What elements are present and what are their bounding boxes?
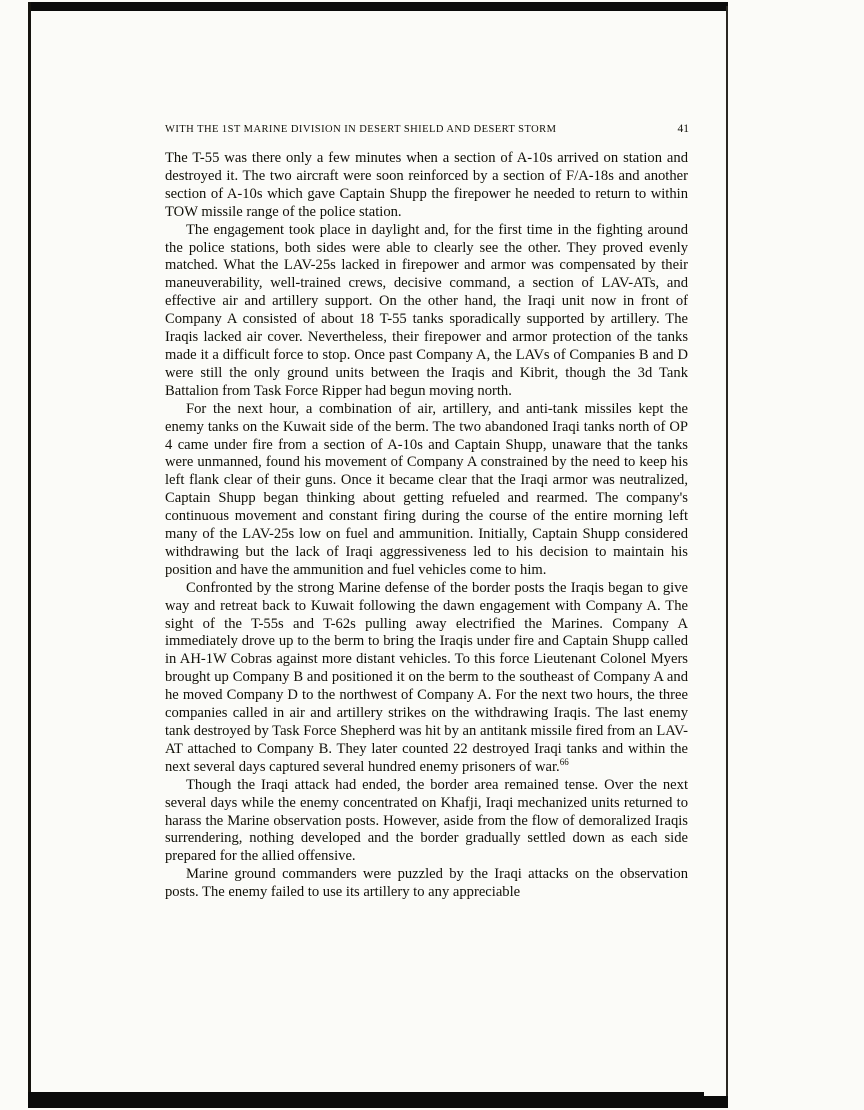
paragraph: Marine ground commanders were puzzled by the Iraqi attacks on the observation posts. The enemy failed to use its artillery to any appreciable (165, 866, 688, 901)
paragraph: The T-55 was there only a few minutes when a section of A-10s arrived on station and destroyed it. The two aircraft were soon reinforced by a section of F/A-18s and another section of A-10s which gave Captain Shupp the firepower he needed to return to within TOW missile range of the police station. (165, 150, 688, 220)
paragraph: Though the Iraqi attack had ended, the border area remained tense. Over the next several days while the enemy concentrated on Khafji, Iraqi mechanized units returned to harass the Marine observation posts. However, aside from the flow of demoralized Iraqis surrendering, nothing developed and the border gradually settled down as each side prepared for the allied offensive. (165, 776, 688, 865)
paragraph: Confronted by the strong Marine defense of the border posts the Iraqis began to give way and retreat back to Kuwait following the dawn engagement with Company A. The sight of the T-55s and T-62s pulling away electrified the Marines. Company A immediately drove up to the berm to bring the Iraqis under fire and Captain Shupp called in AH-1W Cobras against more distant vehicles. To this force Lieutenant Colonel Myers brought up Company B and positioned it on the berm to the southeast of Company A and he moved Company D to the northwest of Company A. For the next two hours, the three companies called in air and artillery strikes on the withdrawing Iraqis. The last enemy tank destroyed by Task Force Shepherd was hit by an antitank missile fired from an LAV-AT attached to Company B. They later counted 22 destroyed Iraqi tanks and within the next several days captured several hundred enemy prisoners of war.$^{66}$ (165, 579, 688, 775)
scan-border-bottom (28, 1092, 704, 1108)
page-number: 41 (677, 123, 689, 135)
paragraph: The engagement took place in daylight and, for the first time in the fighting around the police stations, both sides were able to clearly see the other. They proved evenly matched. What the LAV-25s lacked in firepower and armor was compensated by their maneuverability, well-trained crews, decisive command, a section of LAV-ATs, and effective air and artillery support. On the other hand, the Iraqi unit now in front of Company A consisted of about 18 T-55 tanks sporadically supported by artillery. The Iraqis lacked air cover. Nevertheless, their firepower and armor protection of the tanks made it a difficult force to stop. Once past Company A, the LAVs of Companies B and D were still the only ground units between the Iraqis and Kibrit, though the 3d Tank Battalion from Task Force Ripper had begun moving north. (165, 221, 688, 399)
scan-border-left (28, 2, 31, 1106)
body-text (165, 150, 688, 902)
running-header-title: WITH THE 1ST MARINE DIVISION IN DESERT SHIELD AND DESERT STORM (165, 124, 557, 135)
scan-border-top (28, 2, 728, 11)
scan-border-right (726, 6, 728, 1096)
paragraph: For the next hour, a combination of air, artillery, and anti-tank missiles kept the enemy tanks on the Kuwait side of the berm. The two abandoned Iraqi tanks north of OP 4 came under fire from a section of A-10s and Captain Shupp, unaware that the tanks were unmanned, found his movement of Company A constrained by the need to keep his left flank clear of their guns. Once it became clear that the Iraqi armor was neutralized, Captain Shupp began thinking about getting refueled and rearmed. The company's continuous movement and constant firing during the course of the entire morning left many of the LAV-25s low on fuel and ammunition. Initially, Captain Shupp considered withdrawing but the lack of Iraqi aggressiveness led to his decision to maintain his position and have the ammunition and fuel vehicles come to him. (165, 400, 688, 578)
footnote-marker: 66 (559, 756, 569, 767)
running-header (165, 123, 689, 135)
scan-border-bottom-tail (700, 1096, 728, 1108)
